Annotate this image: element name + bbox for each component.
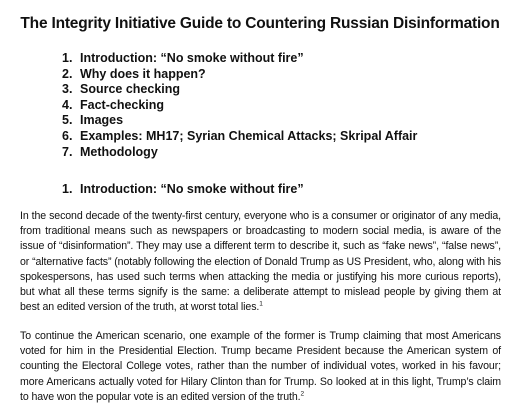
section-heading-text: Introduction: “No smoke without fire”: [80, 182, 304, 196]
toc-item-number: 2.: [62, 66, 73, 81]
table-of-contents: [62, 51, 417, 160]
toc-item-fact-checking: [62, 98, 417, 114]
toc-item-number: 3.: [62, 82, 73, 97]
toc-item-images: [62, 113, 417, 129]
paragraph-text: To continue the American scenario, one example of the former is Trump claiming that most Americans voted for him in the Presidential Election. Trump became President because the American system of counting the Electoral College votes, rather than the number of individual votes, worked in his favour; more Americans actually voted for Hilary Clinton than for Trump. So looked at in this light, Trump’s claim to have won the popular vote is an edited version of the truth.: [20, 330, 501, 403]
toc-item-number: 6.: [62, 128, 73, 143]
footnote-marker: 2: [300, 390, 305, 398]
paragraph-text: In the second decade of the twenty-first century, everyone who is a consumer or originator of any media, from traditional means such as newspapers or broadcasting to modern social media, is aware of the issue of “disinformation”. They may use a different term to describe it, such as “fake news”, “false news”, or “alternative facts” (notably following the election of Donald Trump as US President, who, along with his spokespersons, has used such terms when attacking the media or justifying his more curious reports), but what all these terms signify is the same: a deliberate attempt to mislead people by giving them at best an edited version of the truth, at worst total lies.: [20, 210, 501, 314]
toc-item-number: 7.: [62, 144, 73, 159]
body-paragraph: [20, 329, 501, 405]
toc-item-label: Why does it happen?: [80, 66, 206, 81]
toc-item-introduction: [62, 51, 417, 67]
section-heading: [62, 182, 304, 196]
toc-item-number: 5.: [62, 113, 73, 128]
section-number: 1.: [62, 182, 73, 196]
toc-item-label: Introduction: “No smoke without fire”: [80, 51, 304, 65]
toc-item-why-does-it-happen: [62, 67, 417, 83]
toc-item-label: Fact-checking: [80, 97, 165, 112]
toc-item-label: Source checking: [80, 82, 181, 97]
toc-item-number: 4.: [62, 97, 73, 112]
footnote-marker: 1: [259, 300, 263, 308]
toc-item-examples: [62, 129, 417, 145]
toc-item-label: Examples: MH17; Syrian Chemical Attacks; Skripal Affair: [80, 128, 418, 143]
toc-item-label: Methodology: [80, 144, 158, 159]
toc-item-source-checking: [62, 82, 417, 98]
toc-item-label: Images: [80, 113, 124, 128]
document-title: The Integrity Initiative Guide to Countering Russian Disinformation: [20, 15, 500, 32]
body-paragraph: [20, 209, 501, 315]
toc-item-number: 1.: [62, 51, 73, 65]
toc-item-methodology: [62, 145, 417, 161]
